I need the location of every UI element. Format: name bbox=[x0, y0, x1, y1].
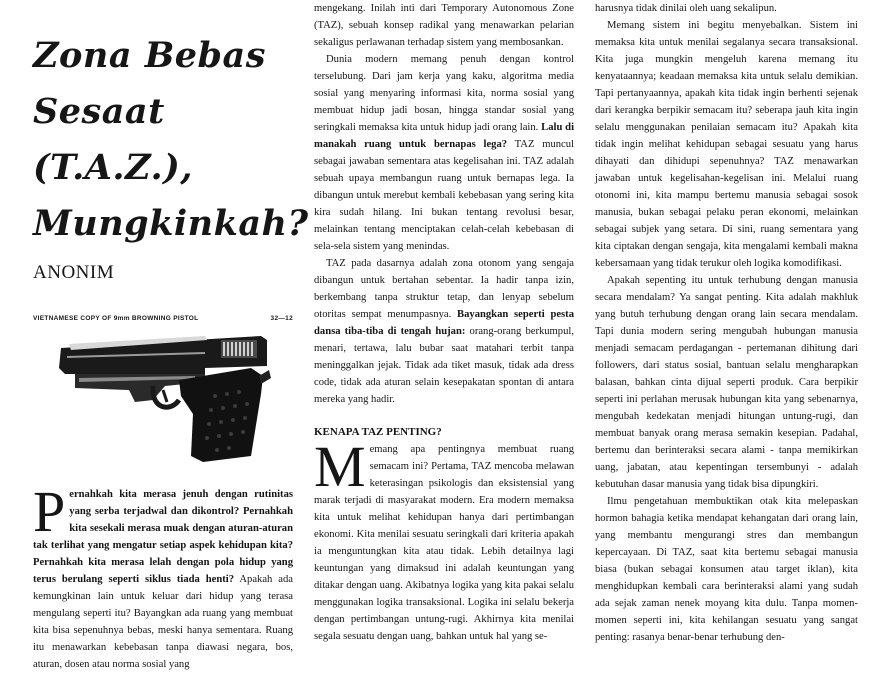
author-name: ANONIM bbox=[33, 262, 115, 283]
paragraph bbox=[314, 255, 574, 408]
paragraph bbox=[314, 51, 574, 255]
paragraph-text: emang apa pentingnya membuat ruang semacam ini? Pertama, TAZ mencoba melawan keterasingan psikologis dan eksistensial yang marak terjadi di masyarakat modern. Era modern memaksa kita untuk melihat kehidupan hanya dari pertimbangan ekonomi. Kita menilai sesuatu seringkali dari kriteria apakah ia menguntungkan kita atau tidak. Lebih detailnya lagi keuntungan yang dimaksud ini adalah keuntungan yang ditakar dengan uang. Akibatnya logika yang kita pakai selalu menggunakan logika transaksional. Logika ini selalu bekerja dengan pertimbangan untung-rugi. Akhirnya kita menilai segala sesuatu dengan uang, bahkan untuk hal yang se- bbox=[314, 444, 574, 642]
paragraph: mengekang. Inilah inti dari Temporary Autonomous Zone (TAZ), sebuah konsep radikal yang menawarkan pelarian sekaligus perlawanan terhadap sistem yang membosankan. bbox=[314, 3, 574, 48]
pistol-figure bbox=[33, 310, 293, 470]
column-2 bbox=[314, 0, 574, 645]
lead-paragraph bbox=[33, 479, 293, 673]
title-line: Mungkinkah? bbox=[33, 203, 309, 244]
paragraph bbox=[314, 434, 574, 645]
paragraph-text: orang-orang berkumpul, menari, tertawa, lalu bubar saat matahari terbit tanpa meninggalkan jejak. Tidak ada tiket masuk, tidak ada dress code, tidak ada aturan selain kesepakatan spontan di antara mereka yang hadir. bbox=[314, 326, 574, 405]
lead-body-text: Apakah ada kemungkinan lain untuk keluar dari hidup yang terasa mengulang seperti itu? Bayangkan ada ruang yang membuat kita bisa sepenuhnya bebas, meski hanya sementara. Ruang itu menawarkan kebebasan tanpa diawasi negara, bos, aturan, dosen atau norma sosial yang bbox=[33, 574, 293, 670]
column-1 bbox=[33, 10, 309, 673]
figure-caption-left: VIETNAMESE COPY OF 9mm BROWNING PISTOL bbox=[33, 315, 199, 322]
drop-cap: M bbox=[314, 434, 366, 499]
paragraph: Apakah sepenting itu untuk terhubung dengan manusia secara mendalam? Ya sangat penting. Kita adalah makhluk yang butuh terhubung dengan orang lain secara mendalam. Tapi dunia modern sering mengubah hubungan manusia menjadi semacam perdagangan - pertemanan dihitung dari followers, dari status sosial, bantuan selalu mengharapkan balasan, bahkan cinta dijual seperti produk. Cara berpikir seperti ini perlahan merusak hubungan kita yang sebenarnya, mengubah kedekatan menjadi hitungan untung-rugi, dan membuat banyak orang merasa semakin kesepian. Padahal, bertemu dan berinteraksi secara alami - tanpa memikirkan uang, jabatan, atau kepentingan tersembunyi - adalah kebutuhan dasar manusia yang tidak bisa dipungkiri. bbox=[595, 275, 858, 490]
lead-bold-text: ernahkah kita merasa jenuh dengan rutinitas yang serba terjadwal dan dikontrol? Pernahkah kita sesekali merasa muak dengan aturan-aturan tak terlihat yang mengatur setiap aspek kehidupan kita? Pernahkah kita merasa lelah dengan pola hidup yang terus berulang seperti siklus tiada henti? bbox=[33, 489, 293, 585]
paragraph-text: Dunia modern memang penuh dengan kontrol terselubung. Dari jam kerja yang kaku, algoritma media sosial yang menyaring informasi kita, norma sosial yang membuat hidup jadi bosan, hingga standar sosial yang seringkali memaksa kita untuk hidup jadi orang lain. bbox=[314, 54, 574, 133]
paragraph: harusnya tidak dinilai oleh uang sekalipun. bbox=[595, 3, 777, 14]
paragraph-text: TAZ pada dasarnya adalah zona otonom yang sengaja dibangun untuk bertahan sebentar. Ia hadir tanpa izin, berkembang tanpa struktur tetap, dan lenyap sebelum otoritas sempat menumpasnya. bbox=[314, 258, 574, 320]
paragraph: Ilmu pengetahuan membuktikan otak kita melepaskan hormon bahagia ketika mendapat kehangatan dari orang lain, yang membantu mengurangi stres dan membangun kepercayaan. Di TAZ, saat kita bertemu sebagai manusia biasa (bukan sebagai konsumen atau target iklan), kita menghidupkan kembali cara berinteraksi alami yang sudah ada sejak zaman nenek moyang kita dulu. Tanpa momen-momen seperti ini, kita kehilangan sesuatu yang sangat penting: rasanya benar-benar terhubung den- bbox=[595, 496, 858, 643]
figure-caption-right: 32—12 bbox=[270, 315, 293, 322]
title-line: Zona Bebas bbox=[33, 35, 266, 76]
title-line: Sesaat (T.A.Z.), bbox=[33, 91, 193, 188]
paragraph-bold: Lalu di manakah ruang untuk bernapas lega? bbox=[314, 122, 575, 150]
column-3 bbox=[595, 0, 858, 646]
article-title bbox=[33, 28, 309, 252]
drop-cap: P bbox=[33, 479, 66, 544]
paragraph-text: TAZ muncul sebagai jawaban sementara atas kegelisahan ini. TAZ adalah sebuah upaya membangun ruang untuk bernapas lega. Ia dibangun untuk merebut kembali kebebasan yang sering kita kira sudah hilang. Ini bukan tentang revolusi besar, melainkan tentang menciptakan celah-celah kebebasan di sela-sela sistem yang menindas. bbox=[314, 139, 574, 252]
pistol-illustration bbox=[55, 324, 275, 464]
paragraph-bold: Bayangkan seperti pesta dansa tiba-tiba di tengah hujan: bbox=[314, 309, 574, 337]
section-heading: KENAPA TAZ PENTING? bbox=[314, 426, 442, 438]
paragraph: Memang sistem ini begitu menyebalkan. Sistem ini memaksa kita untuk menilai segalanya secara transaksional. Kita juga mungkin mengeluh karena memang itu kenyataannya; keadaan memaksa kita untuk selalu demikian. Tapi pertanyaannya, apakah kita tidak ingin berhenti sejenak dari kerangka berpikir semacam itu? seberapa jauh kita ingin selalu menggunakan penilaian semacam itu? Apakah kita tidak ingin melihat kehidupan sebagai sesuatu yang harus dihayati dan dihidupi sepenuhnya? TAZ menawarkan jawaban untuk kegelisahan-kegelisan ini. Melalui ruang otonomi ini, kita mampu bertemu manusia sebagai sosok manusia, bukan sebagai pelaku peran ekonomi, melainkan sebagai subjek yang setara. Di sini, ruang sementara yang kita ciptakan dengan sengaja, kita mengalami kembali makna kebersamaan yang tidak terukur oleh logika komodifikasi. bbox=[595, 20, 858, 269]
